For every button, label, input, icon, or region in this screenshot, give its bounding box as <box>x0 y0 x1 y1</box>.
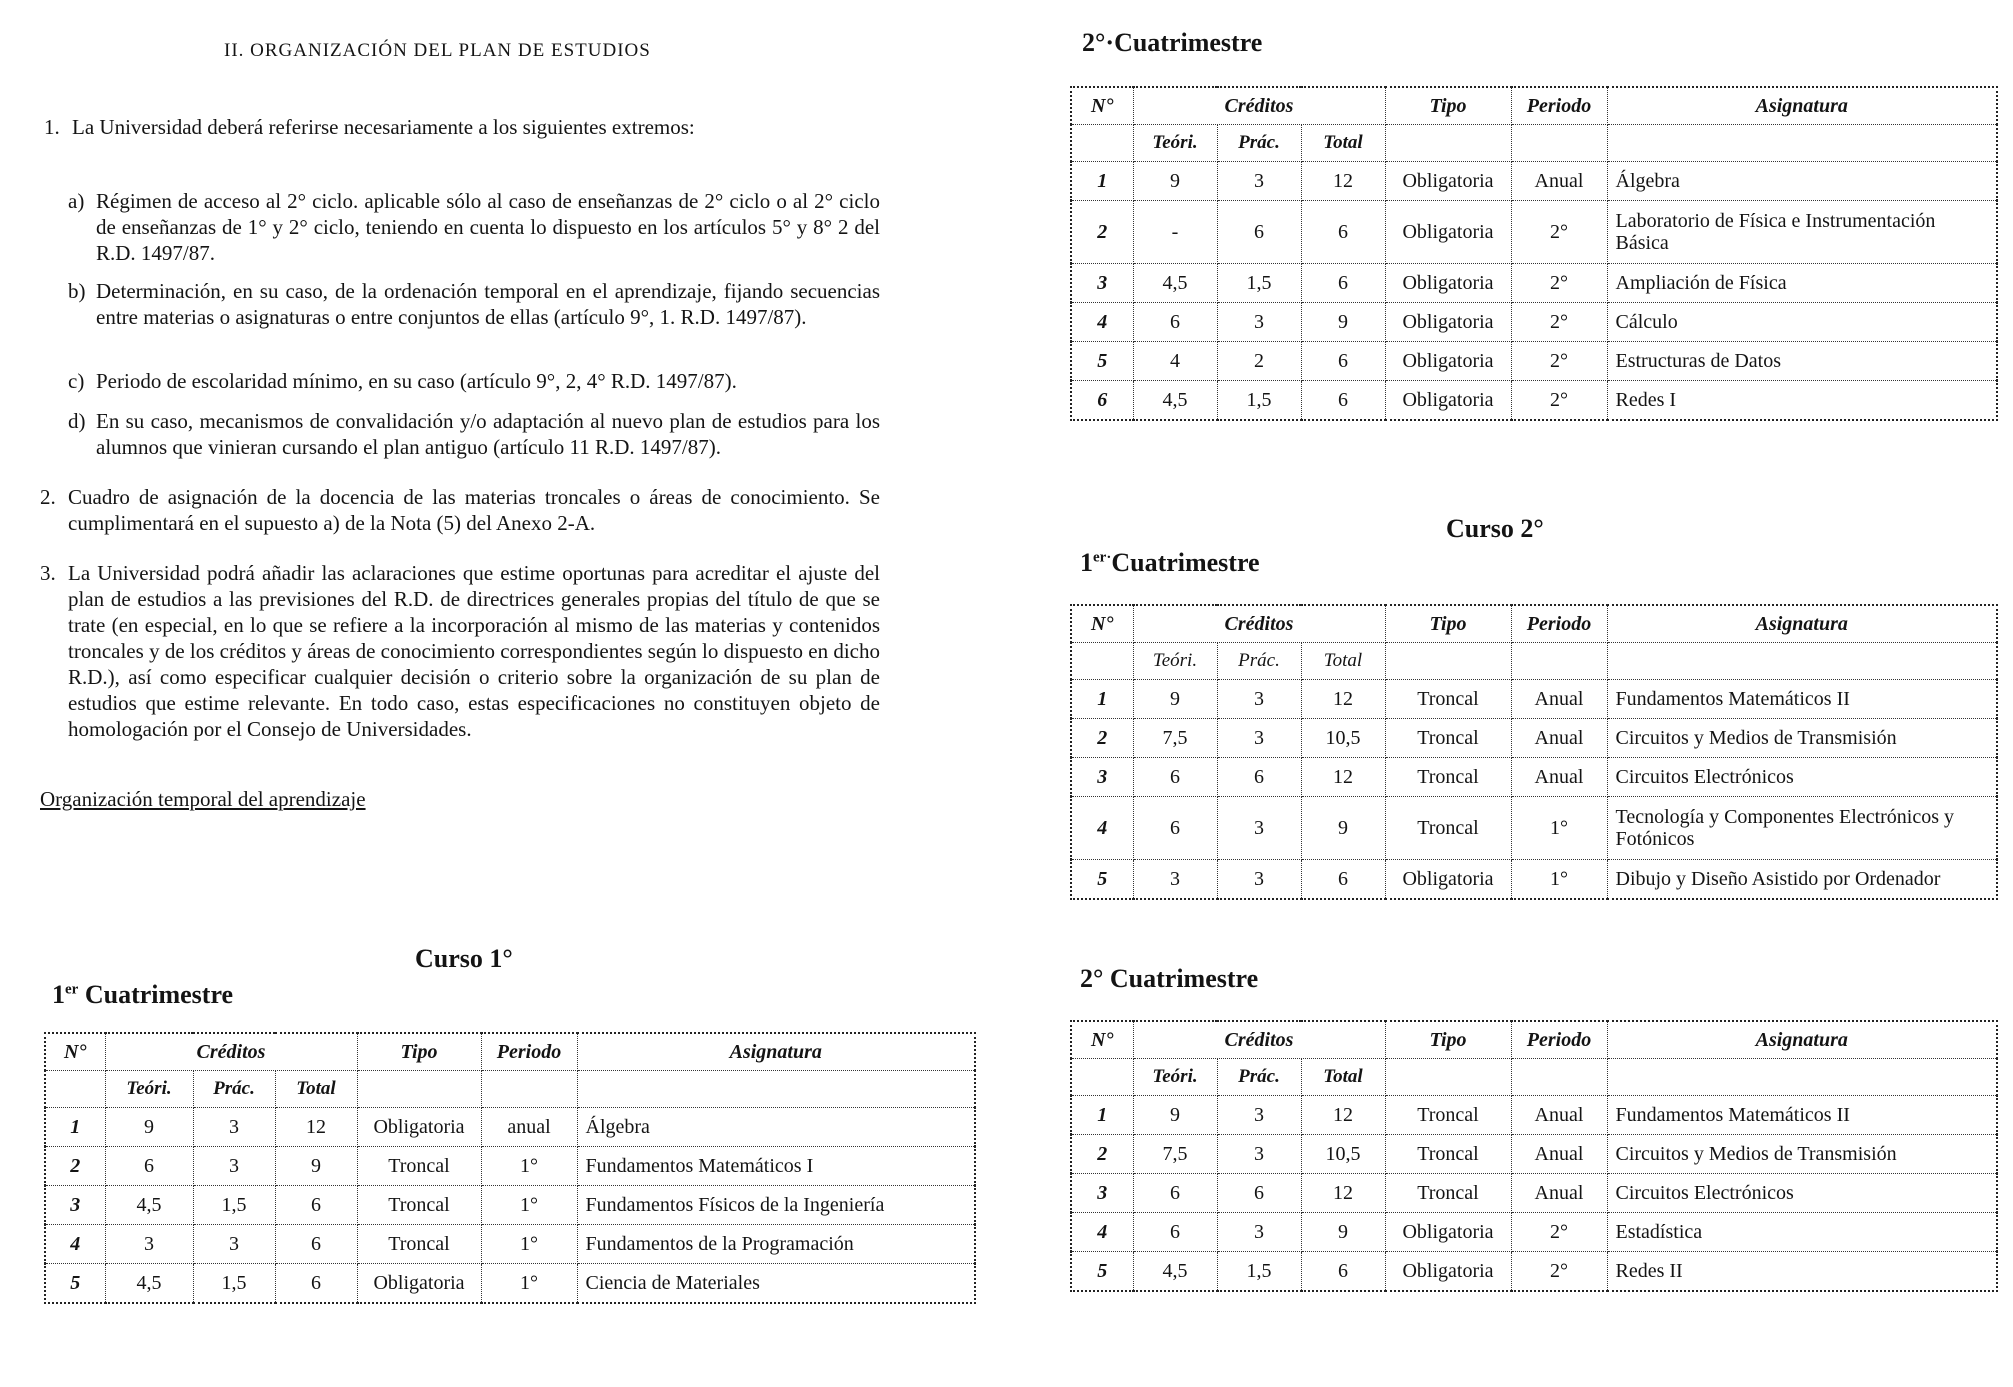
curso1-cuat1-table <box>44 1032 976 1304</box>
cell-teori: 4,5 <box>1133 381 1217 421</box>
cell-prac: 6 <box>1217 1174 1301 1213</box>
table-header-row <box>1071 87 1997 125</box>
cell-periodo: 2° <box>1511 303 1607 342</box>
table-subheader-row <box>1071 125 1997 162</box>
cell-periodo: Anual <box>1511 680 1607 719</box>
header-periodo: Periodo <box>1511 1021 1607 1059</box>
cell-n: 5 <box>45 1264 105 1304</box>
header-prac: Prác. <box>1217 125 1301 162</box>
item-d <box>68 408 880 462</box>
cell-periodo: 2° <box>1511 381 1607 421</box>
cell-periodo: Anual <box>1511 1135 1607 1174</box>
curso2-cuat2-table <box>1070 1020 1998 1292</box>
cell-total: 12 <box>1301 162 1385 201</box>
cell-tipo: Troncal <box>1385 680 1511 719</box>
item-c <box>68 368 880 396</box>
cell-prac: 3 <box>193 1108 275 1147</box>
paragraph-text: Cuadro de asignación de la docencia de las materias troncales o áreas de conocimiento. Se cumplimentará en el supuesto a) de la Nota (5) del Anexo 2-A. <box>68 485 880 535</box>
cell-total: 6 <box>275 1225 357 1264</box>
table-row <box>1071 162 1997 201</box>
cell-teori: 9 <box>1133 162 1217 201</box>
header-creditos: Créditos <box>105 1033 357 1071</box>
cell-prac: 3 <box>1217 860 1301 900</box>
cell-tipo: Obligatoria <box>1385 342 1511 381</box>
cell-n: 4 <box>1071 797 1133 860</box>
table-row <box>45 1264 975 1304</box>
cell-total: 6 <box>1301 1252 1385 1292</box>
cell-tipo: Troncal <box>1385 719 1511 758</box>
cell-n: 6 <box>1071 381 1133 421</box>
table-header-row <box>1071 1021 1997 1059</box>
cuat-ordinal-suffix: er· <box>1093 549 1112 566</box>
header-prac: Prác. <box>193 1071 275 1108</box>
cell-asignatura: Redes II <box>1607 1252 1997 1292</box>
header-teori: Teóri. <box>1133 643 1217 680</box>
cell-total: 12 <box>275 1108 357 1147</box>
cell-n: 5 <box>1071 1252 1133 1292</box>
curso2-title: Curso 2° <box>1446 514 1544 543</box>
paragraph-number: 2. <box>40 485 56 509</box>
cell-teori: 6 <box>1133 797 1217 860</box>
cell-prac: 3 <box>193 1147 275 1186</box>
cell-tipo: Obligatoria <box>1385 1252 1511 1292</box>
item-letter: a) <box>68 189 85 213</box>
cell-teori: 6 <box>1133 758 1217 797</box>
cuat-label: Cuatrimestre <box>1111 548 1260 577</box>
cell-tipo: Troncal <box>357 1147 481 1186</box>
cell-tipo: Troncal <box>1385 1096 1511 1135</box>
paragraph-1 <box>44 114 884 140</box>
cell-total: 10,5 <box>1301 719 1385 758</box>
cell-teori: 4,5 <box>1133 264 1217 303</box>
cell-asignatura: Estructuras de Datos <box>1607 342 1997 381</box>
table-row <box>45 1225 975 1264</box>
cell-tipo: Obligatoria <box>1385 1213 1511 1252</box>
cell-n: 4 <box>1071 1213 1133 1252</box>
item-letter: b) <box>68 279 86 303</box>
cell-teori: 9 <box>1133 680 1217 719</box>
cell-periodo: 2° <box>1511 201 1607 264</box>
header-creditos: Créditos <box>1133 605 1385 643</box>
cell-asignatura: Estadística <box>1607 1213 1997 1252</box>
cell-n: 4 <box>1071 303 1133 342</box>
item-text: Régimen de acceso al 2° ciclo. aplicable sólo al caso de enseñanzas de 2° ciclo o al 2° ciclo de enseñanzas de 1° y 2° ciclo, teniendo en cuenta lo dispuesto en los artículos 5° y 8° 2 del R.D. 1497/87. <box>96 189 880 265</box>
cell-asignatura: Tecnología y Componentes Electrónicos y Fotónicos <box>1607 797 1997 860</box>
item-b <box>68 278 880 358</box>
header-asignatura: Asignatura <box>1607 1021 1997 1059</box>
header-tipo: Tipo <box>1385 1021 1511 1059</box>
item-text: Periodo de escolaridad mínimo, en su caso (artículo 9°, 2, 4° R.D. 1497/87). <box>96 369 737 393</box>
table-row <box>1071 1174 1997 1213</box>
cell-n: 1 <box>1071 1096 1133 1135</box>
cell-teori: 9 <box>1133 1096 1217 1135</box>
cell-prac: 3 <box>193 1225 275 1264</box>
paragraph-3 <box>40 560 880 770</box>
cell-periodo: 1° <box>1511 860 1607 900</box>
cell-total: 6 <box>1301 201 1385 264</box>
cell-prac: 1,5 <box>1217 1252 1301 1292</box>
cell-asignatura: Circuitos y Medios de Transmisión <box>1607 1135 1997 1174</box>
cell-tipo: Obligatoria <box>357 1264 481 1304</box>
header-asignatura: Asignatura <box>1607 605 1997 643</box>
cell-periodo: Anual <box>1511 162 1607 201</box>
cell-teori: 4,5 <box>105 1186 193 1225</box>
curso1-title: Curso 1° <box>415 944 513 973</box>
cell-prac: 1,5 <box>1217 264 1301 303</box>
cell-periodo: 1° <box>481 1264 577 1304</box>
paragraph-2 <box>40 484 880 538</box>
table-row <box>1071 264 1997 303</box>
cell-periodo: Anual <box>1511 1174 1607 1213</box>
cell-teori: 6 <box>1133 303 1217 342</box>
table-subheader-row <box>1071 643 1997 680</box>
header-periodo: Periodo <box>481 1033 577 1071</box>
cell-asignatura: Fundamentos de la Programación <box>577 1225 975 1264</box>
cuat-ordinal: 1 <box>52 980 65 1009</box>
cell-asignatura: Circuitos Electrónicos <box>1607 1174 1997 1213</box>
table-row <box>1071 342 1997 381</box>
cell-teori: 4,5 <box>1133 1252 1217 1292</box>
curso1-cuat2-title: 2°·Cuatrimestre <box>1082 28 1263 57</box>
cell-tipo: Obligatoria <box>1385 381 1511 421</box>
cell-asignatura: Circuitos y Medios de Transmisión <box>1607 719 1997 758</box>
cell-n: 3 <box>1071 1174 1133 1213</box>
cell-prac: 6 <box>1217 201 1301 264</box>
header-n: N° <box>1071 87 1133 125</box>
cell-teori: 7,5 <box>1133 1135 1217 1174</box>
header-tipo: Tipo <box>1385 605 1511 643</box>
cell-prac: 1,5 <box>193 1264 275 1304</box>
curso2-cuat2-title: 2° Cuatrimestre <box>1080 964 1259 993</box>
table-row <box>1071 797 1997 860</box>
cell-n: 5 <box>1071 342 1133 381</box>
table-row <box>45 1108 975 1147</box>
cell-asignatura: Circuitos Electrónicos <box>1607 758 1997 797</box>
cuat-label: Cuatrimestre <box>78 980 234 1009</box>
header-teori: Teóri. <box>1133 125 1217 162</box>
cell-tipo: Troncal <box>1385 1174 1511 1213</box>
section-title: II. ORGANIZACIÓN DEL PLAN DE ESTUDIOS <box>224 40 651 61</box>
cell-asignatura: Ampliación de Física <box>1607 264 1997 303</box>
cell-tipo: Obligatoria <box>1385 264 1511 303</box>
header-total: Total <box>1301 643 1385 680</box>
cell-periodo: 1° <box>1511 797 1607 860</box>
cell-periodo: 2° <box>1511 1213 1607 1252</box>
header-prac: Prác. <box>1217 1059 1301 1096</box>
cell-total: 9 <box>1301 797 1385 860</box>
table-header-row <box>45 1033 975 1071</box>
cell-asignatura: Álgebra <box>1607 162 1997 201</box>
cell-total: 12 <box>1301 1174 1385 1213</box>
header-creditos: Créditos <box>1133 87 1385 125</box>
table-row <box>1071 719 1997 758</box>
cell-prac: 6 <box>1217 758 1301 797</box>
item-letter: d) <box>68 409 86 433</box>
paragraph-text: La Universidad podrá añadir las aclaraciones que estime oportunas para acreditar el ajuste del plan de estudios a las previsiones del R.D. de directrices generales propias del título de que se trate (en especial, en lo que se refiere a la incorporación al mismo de las materias y contenidos troncales y de los créditos y áreas de conocimiento correspondientes según lo dispuesto en dicho R.D.), así como especificar cualquier decisión o criterio sobre la organización de su plan de estudios que estime relevante. En todo caso, estas especificaciones no constituyen objeto de homologación por el Consejo de Universidades. <box>68 561 880 741</box>
table-row <box>1071 1213 1997 1252</box>
cell-teori: - <box>1133 201 1217 264</box>
cell-n: 2 <box>1071 1135 1133 1174</box>
paragraph-text: La Universidad deberá referirse necesariamente a los siguientes extremos: <box>72 115 695 139</box>
table-row <box>45 1147 975 1186</box>
header-tipo: Tipo <box>357 1033 481 1071</box>
header-tipo: Tipo <box>1385 87 1511 125</box>
curso1-cuat1-title <box>52 980 233 1010</box>
cell-teori: 3 <box>105 1225 193 1264</box>
cell-prac: 3 <box>1217 303 1301 342</box>
cell-total: 9 <box>1301 303 1385 342</box>
cell-prac: 2 <box>1217 342 1301 381</box>
header-asignatura: Asignatura <box>577 1033 975 1071</box>
cell-asignatura: Fundamentos Físicos de la Ingeniería <box>577 1186 975 1225</box>
header-periodo: Periodo <box>1511 605 1607 643</box>
curso2-cuat1-title <box>1080 548 1260 578</box>
cell-tipo: Obligatoria <box>1385 860 1511 900</box>
header-n: N° <box>1071 1021 1133 1059</box>
header-total: Total <box>275 1071 357 1108</box>
cell-prac: 1,5 <box>1217 381 1301 421</box>
table-row <box>1071 1252 1997 1292</box>
cell-tipo: Troncal <box>357 1186 481 1225</box>
cell-teori: 3 <box>1133 860 1217 900</box>
cell-n: 2 <box>1071 719 1133 758</box>
cell-prac: 3 <box>1217 1213 1301 1252</box>
cell-periodo: 1° <box>481 1147 577 1186</box>
cell-n: 3 <box>1071 758 1133 797</box>
curso1-cuat2-table <box>1070 86 1998 421</box>
cell-total: 9 <box>1301 1213 1385 1252</box>
table-subheader-row <box>1071 1059 1997 1096</box>
cell-prac: 3 <box>1217 1135 1301 1174</box>
header-teori: Teóri. <box>105 1071 193 1108</box>
cell-teori: 6 <box>1133 1213 1217 1252</box>
cell-periodo: 2° <box>1511 342 1607 381</box>
cell-n: 4 <box>45 1225 105 1264</box>
table-header-row <box>1071 605 1997 643</box>
table-row <box>1071 680 1997 719</box>
table-row <box>1071 201 1997 264</box>
cell-total: 6 <box>1301 264 1385 303</box>
table-subheader-row <box>45 1071 975 1108</box>
cell-n: 3 <box>1071 264 1133 303</box>
cell-teori: 6 <box>1133 1174 1217 1213</box>
table-row <box>1071 1135 1997 1174</box>
header-n: N° <box>45 1033 105 1071</box>
cell-n: 1 <box>45 1108 105 1147</box>
cell-teori: 7,5 <box>1133 719 1217 758</box>
cell-total: 6 <box>1301 342 1385 381</box>
cell-prac: 3 <box>1217 162 1301 201</box>
cell-total: 12 <box>1301 1096 1385 1135</box>
cell-n: 3 <box>45 1186 105 1225</box>
paragraph-number: 1. <box>44 115 60 139</box>
cell-n: 2 <box>45 1147 105 1186</box>
cell-asignatura: Ciencia de Materiales <box>577 1264 975 1304</box>
cell-tipo: Troncal <box>1385 758 1511 797</box>
item-text: Determinación, en su caso, de la ordenación temporal en el aprendizaje, fijando secuencias entre materias o asignaturas o entre conjuntos de ellas (artículo 9°, 1. R.D. 1497/87). <box>96 279 880 329</box>
header-total: Total <box>1301 1059 1385 1096</box>
cell-asignatura: Dibujo y Diseño Asistido por Ordenador <box>1607 860 1997 900</box>
cell-teori: 4 <box>1133 342 1217 381</box>
cell-prac: 3 <box>1217 1096 1301 1135</box>
paragraph-number: 3. <box>40 561 56 585</box>
cell-periodo: anual <box>481 1108 577 1147</box>
cell-teori: 4,5 <box>105 1264 193 1304</box>
cell-asignatura: Fundamentos Matemáticos II <box>1607 1096 1997 1135</box>
cell-prac: 1,5 <box>193 1186 275 1225</box>
cell-periodo: Anual <box>1511 758 1607 797</box>
table-row <box>45 1186 975 1225</box>
cell-asignatura: Cálculo <box>1607 303 1997 342</box>
cell-teori: 9 <box>105 1108 193 1147</box>
cell-total: 12 <box>1301 680 1385 719</box>
cell-tipo: Obligatoria <box>357 1108 481 1147</box>
header-total: Total <box>1301 125 1385 162</box>
cell-periodo: Anual <box>1511 1096 1607 1135</box>
header-teori: Teóri. <box>1133 1059 1217 1096</box>
cell-periodo: 2° <box>1511 1252 1607 1292</box>
cell-n: 2 <box>1071 201 1133 264</box>
curso2-cuat1-table <box>1070 604 1998 900</box>
cell-tipo: Troncal <box>1385 1135 1511 1174</box>
cell-tipo: Obligatoria <box>1385 303 1511 342</box>
cell-asignatura: Redes I <box>1607 381 1997 421</box>
cell-total: 10,5 <box>1301 1135 1385 1174</box>
table-row <box>1071 1096 1997 1135</box>
cell-total: 6 <box>1301 381 1385 421</box>
cell-tipo: Troncal <box>357 1225 481 1264</box>
cell-n: 5 <box>1071 860 1133 900</box>
cell-n: 1 <box>1071 680 1133 719</box>
cell-total: 12 <box>1301 758 1385 797</box>
cell-tipo: Obligatoria <box>1385 201 1511 264</box>
item-a <box>68 188 880 268</box>
cell-total: 6 <box>275 1186 357 1225</box>
cuat-ordinal: 1 <box>1080 548 1093 577</box>
header-n: N° <box>1071 605 1133 643</box>
item-text: En su caso, mecanismos de convalidación y/o adaptación al nuevo plan de estudios para los alumnos que vinieran cursando el plan antiguo (artículo 11 R.D. 1497/87). <box>96 409 880 459</box>
table-row <box>1071 381 1997 421</box>
cell-total: 6 <box>275 1264 357 1304</box>
cell-periodo: 1° <box>481 1186 577 1225</box>
table-row <box>1071 303 1997 342</box>
cell-periodo: 2° <box>1511 264 1607 303</box>
table-row <box>1071 758 1997 797</box>
temporal-organization-heading: Organización temporal del aprendizaje <box>40 787 366 811</box>
cell-prac: 3 <box>1217 797 1301 860</box>
item-letter: c) <box>68 369 85 393</box>
cell-tipo: Obligatoria <box>1385 162 1511 201</box>
cell-asignatura: Fundamentos Matemáticos I <box>577 1147 975 1186</box>
cell-tipo: Troncal <box>1385 797 1511 860</box>
cell-teori: 6 <box>105 1147 193 1186</box>
cell-asignatura: Fundamentos Matemáticos II <box>1607 680 1997 719</box>
cell-periodo: Anual <box>1511 719 1607 758</box>
header-prac: Prác. <box>1217 643 1301 680</box>
cell-n: 1 <box>1071 162 1133 201</box>
cell-asignatura: Laboratorio de Física e Instrumentación Básica <box>1607 201 1997 264</box>
cell-prac: 3 <box>1217 719 1301 758</box>
cell-total: 9 <box>275 1147 357 1186</box>
table-row <box>1071 860 1997 900</box>
header-periodo: Periodo <box>1511 87 1607 125</box>
cell-total: 6 <box>1301 860 1385 900</box>
header-creditos: Créditos <box>1133 1021 1385 1059</box>
cell-periodo: 1° <box>481 1225 577 1264</box>
cell-asignatura: Álgebra <box>577 1108 975 1147</box>
header-asignatura: Asignatura <box>1607 87 1997 125</box>
cell-prac: 3 <box>1217 680 1301 719</box>
cuat-ordinal-suffix: er <box>65 981 79 998</box>
